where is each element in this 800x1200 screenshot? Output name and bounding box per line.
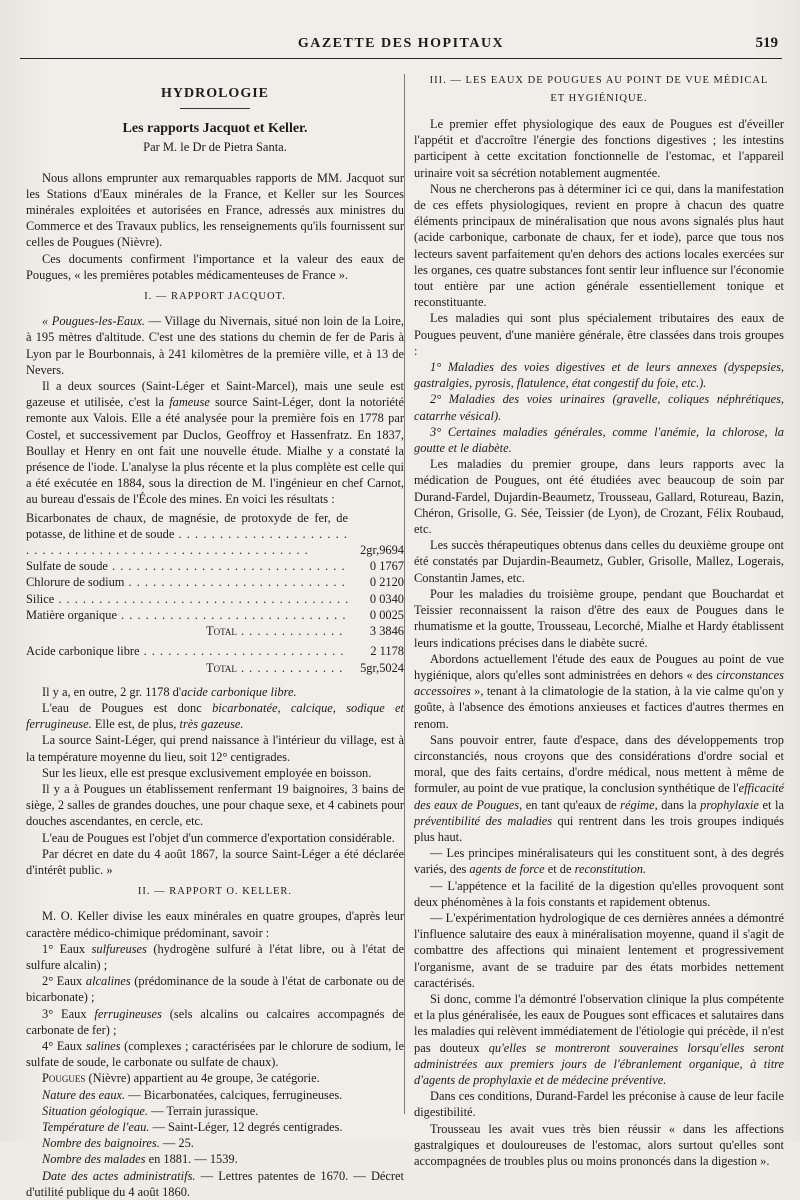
table-row — [26, 643, 404, 659]
paragraph: Sans pouvoir entrer, faute d'espace, dans des développements trop circonstanciés, nous croyons que des considérations d'ordre social et moral, que des faits certains, d'ordre médical, nous mettent à même de formuler, au point de vue pratique, la conclusion synthétique de l'efficacité des eaux de Pougues, en tant qu'eaux de régime, dans la prophylaxie et la préventibilité des maladies qui rentrent dans les trois groupes indiqués plus haut. — [414, 732, 785, 844]
italic-text: très gazeuse. — [179, 717, 244, 732]
table-value: 0 1767 — [369, 559, 404, 574]
paragraph: Ces documents confirment l'importance et la valeur des eaux de Pougues, « les premières potables médicamenteuses de France ». — [26, 251, 404, 282]
table-value: 0 2120 — [369, 575, 404, 590]
paragraph — [26, 313, 404, 378]
list-item: Nombre des baignoires. — 25. — [42, 1136, 194, 1151]
paragraph: Il y a à Pougues un établissement renfermant 19 baignoires, 3 bains de siège, 2 salles de grandes douches, une pour chaque sexe, et 4 cabinets pour douches ascendantes, en cercle, etc. — [26, 781, 404, 829]
table-label: Chlorure de sodium . . . — [26, 574, 348, 590]
table-row — [26, 574, 404, 590]
list-item: 4° Eaux salines (complexes ; caractérisées par le chlorure de sodium, le sulfate de soude, le carbonate ou sulfate de chaux). — [26, 1038, 404, 1070]
list-item: 1° Maladies des voies digestives et de leurs annexes (dyspepsies, gastralgies, pyrosis, flatulence, état congestif du foie, etc.). — [414, 360, 784, 391]
italic-text: bicarbonatée, calcique, sodique et ferrugineuse. — [26, 700, 405, 732]
paragraph: Abordons actuellement l'étude des eaux de Pougues au point de vue hygiénique, alors qu'elles sont administrées en dehors « des circonstances accessoires », tenant à la climatologie de la station, à la vie calme qu'on y goûte, à l'absence des émotions anxieuses et factices d'autres thermes en renom. — [414, 651, 784, 731]
paragraph: Nous ne chercherons pas à déterminer ici ce qui, dans la manifestation de ces effets physiologiques, revient en propre à chacun des quatre éléments principaux de minéralisation que nous avons signalés plus haut (acide carbonique, carbonate de chaux, fer et iode), parce que tous nos lecteurs savent parfaitement qu'en dehors des actions locales exercées sur les organes, ces quatre substances font sentir leur influence sur l'économie tout entière par une action générale essentiellement tonique et reconstituante. — [414, 181, 784, 310]
table-total-row — [26, 660, 404, 676]
list-item: 3° Certaines maladies générales, comme l'anémie, la chlorose, la goutte et le diabète. — [414, 424, 784, 456]
table-total-row — [26, 623, 404, 639]
paragraph: Pour les maladies du troisième groupe, pendant que Bouchardat et Teissier reconnaissent la raison d'être des eaux de Pougues dans le rhumatisme et la goutte, Trousseau, Lecorché, Mialhe et Hardy établissent leurs indications précises dans le diabète sucré. — [414, 586, 784, 650]
paragraph: Les maladies du premier groupe, dans leurs rapports avec la médication de Pougues, ont été étudiées avec beaucoup de soin par Durand-Fardel, Dujardin-Beaumetz, Trousseau, Gallard, Rotureau, Bazin, Chéron, Grisolle, G. Sée, Teissier (de Lyon), de Crozant, Félix Roubaud, etc. — [414, 457, 784, 537]
paragraph: Dans ces conditions, Durand-Fardel les préconise à cause de leur facile digestibilité. — [414, 1089, 784, 1120]
paragraph: M. O. Keller divise les eaux minérales en quatre groupes, d'après leur caractère médico-chimique prédominant, savoir : — [26, 909, 404, 940]
list-item: 2° Eaux alcalines (prédominance de la soude à l'état de carbonate ou de bicarbonate) ; — [26, 974, 404, 1005]
journal-title: GAZETTE DES HOPITAUX — [297, 36, 505, 51]
table-row — [26, 558, 404, 574]
paragraph: Trousseau les avait vues très bien réussir « dans les affections gastralgiques et douloureuses de l'estomac, alors surtout qu'elles sont accompagnées de troubles plus ou moins prononcés dans la digestion ». — [414, 1121, 784, 1168]
paragraph — [26, 378, 404, 508]
italic-text: acide carbonique libre. — [181, 684, 297, 699]
paragraph — [26, 700, 404, 732]
text: Il y a, en outre, 2 gr. 1178 d' — [42, 684, 182, 699]
subheading-point-de-vue: III. — LES EAUX DE POUGUES AU POINT DE VUE MÉDICAL ET HYGIÉNIQUE. — [429, 75, 769, 104]
table-row — [26, 607, 404, 623]
paragraph: — L'expérimentation hydrologique de ces dernières années a démontré l'influence salutaire des eaux à minéralisation moyenne, quand il s'agit de combattre des affections qui minaient lentement et progressivement l'organisme, avant de se traduire par des états morbides nettement caractérisés. — [414, 910, 784, 990]
list-item: Situation géologique. — Terrain jurassique. — [42, 1103, 259, 1118]
paragraph: Par décret en date du 4 août 1867, la source Saint-Léger a été déclarée d'intérêt public. » — [26, 846, 404, 877]
section-title: HYDROLOGIE — [160, 86, 269, 101]
table-value: 2gr,9694 — [360, 543, 404, 558]
subheading-rapport-jacquot: I. — RAPPORT JACQUOT. — [144, 291, 286, 303]
paragraph: — L'appétence et la facilité de la digestion qu'elles provoquent sont deux phénomènes à la fois constants et rapidement obtenus. — [414, 878, 784, 909]
italic-text: fameuse — [169, 395, 210, 410]
table-value: 0 0340 — [369, 591, 404, 606]
italic-text: salines — [86, 1038, 121, 1053]
column-divider — [404, 74, 405, 1114]
text: — Village du Nivernais, situé non loin de la Loire, à 195 mètres d'altitude. C'est une des stations du chemin de fer de Paris à Lyon par le Bourbonnais, à 241 kilomètres de la première ville, et à 13 de Nevers. — [26, 314, 405, 377]
list-item: 3° Eaux ferrugineuses (sels alcalins ou calcaires accompagnés de carbonate de fer) ; — [26, 1006, 404, 1037]
title-rule — [180, 108, 250, 109]
table-label: Matière organique . . . — [26, 607, 348, 623]
page-number: 519 — [755, 35, 778, 51]
total-value: 5gr,5024 — [360, 660, 404, 675]
table-label: Silice . . . — [26, 591, 348, 607]
total-label: Total — [206, 660, 237, 675]
subheading-rapport-keller: II. — RAPPORT O. KELLER. — [137, 886, 293, 898]
italic-text: ferrugineuses — [94, 1006, 162, 1021]
list-item: 1° Eaux sulfureuses (hydrogène sulfuré à l'état libre, ou à l'état de sulfure alcalin) ; — [26, 941, 404, 972]
text: Il a deux sources (Saint-Léger et Saint-Marcel), mais une seule est gazeuse et utilisée, c'est la — [26, 379, 404, 410]
left-column — [26, 72, 404, 1200]
table-label: Bicarbonates de chaux, de magnésie, de protoxyde de fer, de potasse, de lithine et de soude . . . — [26, 510, 348, 559]
text: Elle est, de plus, — [91, 717, 180, 732]
italic-text: alcalines — [85, 974, 131, 989]
total-value: 3 3846 — [369, 624, 404, 639]
right-column — [414, 72, 784, 1169]
paragraph: — Les principes minéralisateurs qui les constituent sont, à des degrés variés, des agents de force et de reconstitution. — [414, 846, 784, 877]
paragraph: L'eau de Pougues est l'objet d'un commerce d'exportation considérable. — [42, 830, 395, 845]
table-value: 2 1178 — [370, 644, 404, 659]
italic-text: « Pougues-les-Eaux. — [42, 314, 146, 329]
total-label: Total — [206, 624, 237, 639]
paragraph: La source Saint-Léger, qui prend naissance à l'intérieur du village, est à la température moyenne du lieu, soit 12° centigrades. — [26, 733, 404, 764]
table-value: 0 0025 — [369, 607, 404, 622]
analysis-table — [26, 510, 404, 676]
italic-text: sulfureuses — [91, 941, 147, 956]
table-label: Sulfate de soude . . . — [26, 558, 348, 574]
table-row — [26, 510, 404, 559]
list-item: 2° Maladies des voies urinaires (gravelle, coliques néphrétiques, catarrhe vésical). — [414, 392, 784, 423]
list-item: Pougues (Nièvre) appartient au 4e groupe, 3e catégorie. — [42, 1071, 320, 1086]
table-label: Acide carbonique libre . . . — [26, 643, 348, 659]
byline: Par M. le Dr de Pietra Santa. — [143, 140, 287, 155]
text: L'eau de Pougues est donc — [42, 700, 213, 715]
list-item: Nature des eaux. — Bicarbonatées, calciques, ferrugineuses. — [42, 1087, 343, 1102]
list-item: Température de l'eau. — Saint-Léger, 12 degrés centigrades. — [42, 1119, 343, 1134]
page-header — [20, 34, 782, 59]
paragraph: Les maladies qui sont plus spécialement tributaires des eaux de Pougues peuvent, d'une manière générale, être classées dans trois groupes : — [414, 311, 784, 358]
paragraph: Sur les lieux, elle est presque exclusivement employée en boisson. — [42, 765, 372, 780]
paragraph: Nous allons emprunter aux remarquables rapports de MM. Jacquot sur les Stations d'Eaux minérales de la France, et Keller sur les Sources minérales exploitées et autorisées en France, adressés aux ministres du Commerce et des Travaux publics, les renseignements qu'ils fournissent sur celles de Pougues (Nièvre). — [26, 170, 404, 250]
article-title: Les rapports Jacquot et Keller. — [122, 121, 308, 137]
paragraph: Le premier effet physiologique des eaux de Pougues est d'éveiller l'appétit et d'accroître l'énergie des fonctions digestives ; les intestins participent à cette excitation fonctionnelle de l'estomac, et l'appareil urinaire voit sa sécrétion notablement augmentée. — [414, 117, 784, 180]
list-item: Date des actes administratifs. — Lettres patentes de 1670. — Décret d'utilité publique du 4 août 1860. — [26, 1168, 404, 1199]
text: source Saint-Léger, dont la notoriété remonte aux Valois. Elle a été analysée pour la première fois en 1778 par Costel, et successivement par Duclos, Geoffroy et Hassenfratz. En 1837, Boullay et Henry en ont fait une nouvelle étude. Mialhe y a constaté la présence de l'iode. L'analyse la plus récente et la plus complète est celle qui a été exécutée en 1884, sous la direction de M. l'ingénieur en chef Carnot, au bureau d'essais de l'École des mines. En voici les résultats : — [26, 395, 404, 507]
paragraph: Si donc, comme l'a démontré l'observation clinique la plus compétente et la plus généralisée, les eaux de Pougues sont efficaces et salutaires dans les maladies qui relèvent immédiatement de l'étiologie qui précède, il n'est pas douteux qu'elles se montreront souveraines lorsqu'elles seront administrées aux premiers jours de l'ébranlement organique, à titre d'agents de prophylaxie et de médecine préventive. — [414, 991, 784, 1087]
list-item: Nombre des malades en 1881. — 1539. — [42, 1152, 238, 1167]
paragraph: Les succès thérapeutiques obtenus dans celles du deuxième groupe ont été constatés par Dujardin-Beaumetz, Gubler, Grisolle, Mallez, Logerais, Constantin James, etc. — [414, 538, 784, 585]
table-row — [26, 591, 404, 607]
paragraph — [26, 684, 404, 700]
